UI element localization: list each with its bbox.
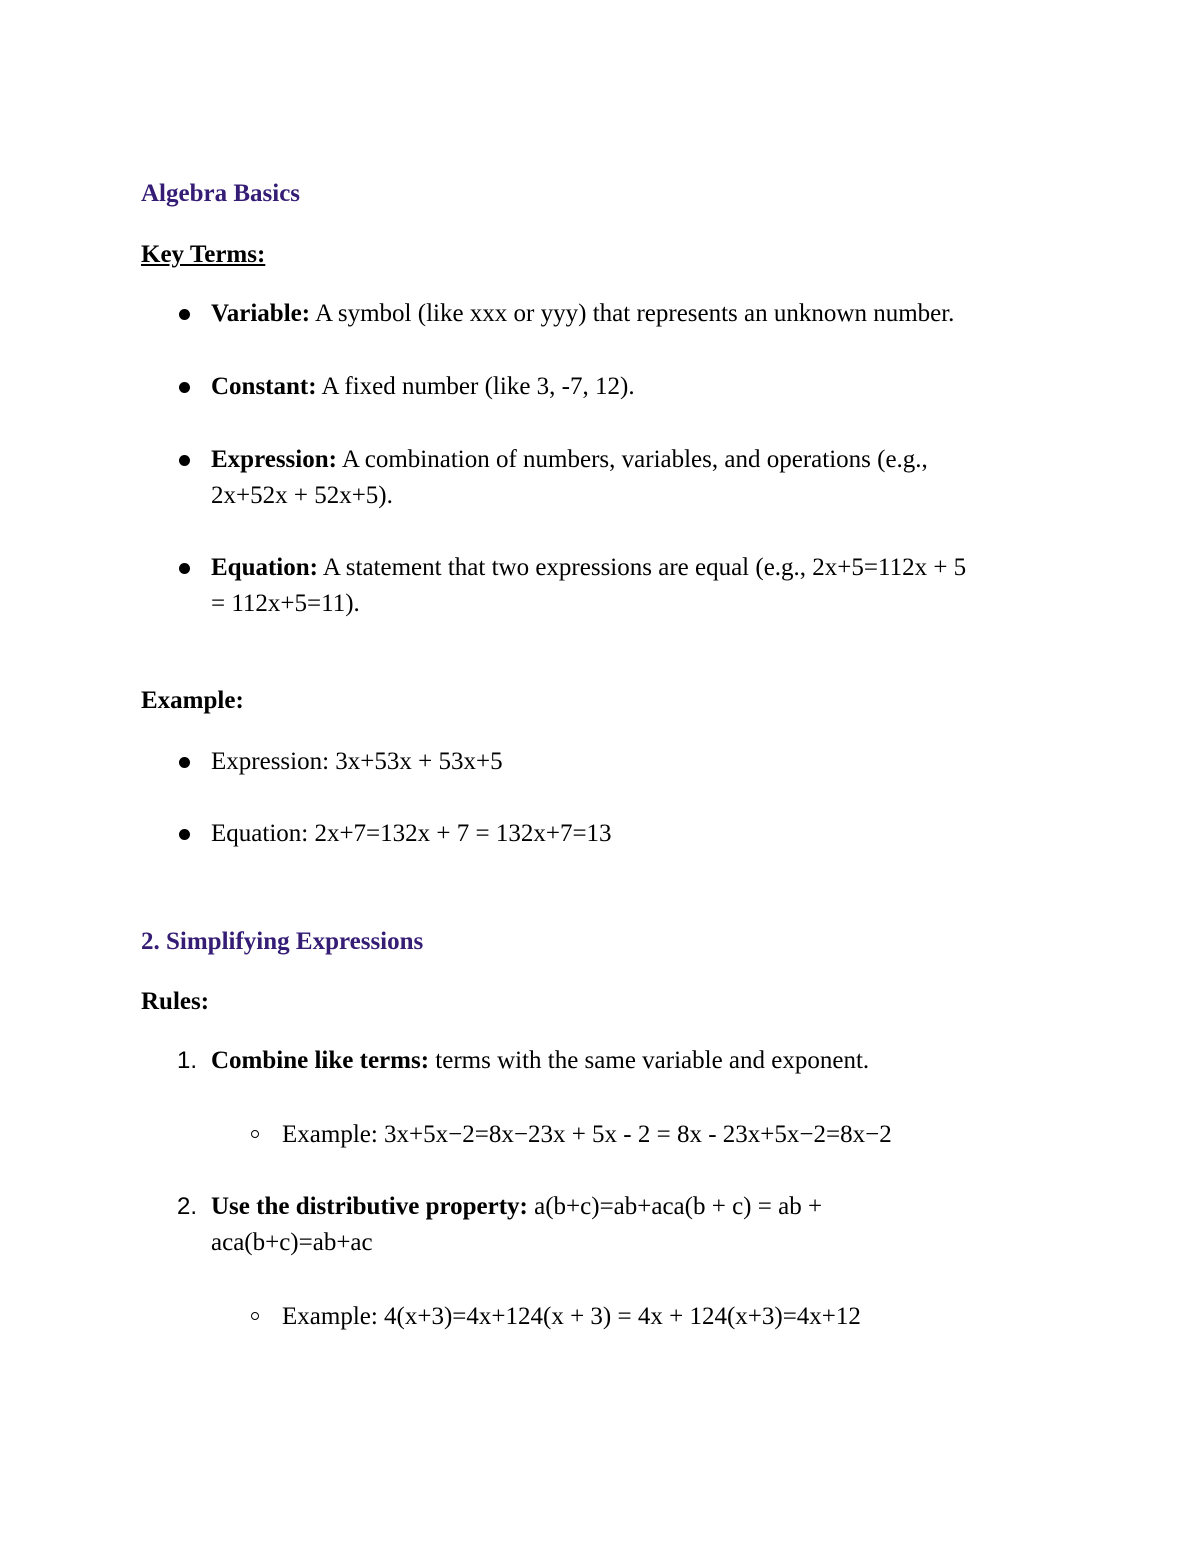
example-heading: Example:	[141, 687, 244, 714]
list-item: Expression: 3x+53x + 53x+5	[211, 748, 503, 775]
bullet-icon	[179, 757, 190, 768]
list-item-continuation: aca(b+c)=ab+ac	[211, 1229, 373, 1256]
bullet-icon	[179, 382, 190, 393]
bullet-icon	[179, 563, 190, 574]
hollow-bullet-icon	[251, 1130, 259, 1138]
page-title: Algebra Basics	[141, 180, 301, 207]
list-item-continuation: 2x+52x + 52x+5).	[211, 482, 393, 509]
rules-heading: Rules:	[141, 988, 210, 1015]
list-item: Constant: A fixed number (like 3, -7, 12).	[211, 373, 635, 400]
section-title: 2. Simplifying Expressions	[141, 928, 424, 955]
bullet-icon	[179, 455, 190, 466]
sub-list-item: Example: 3x+5x−2=8x−23x + 5x - 2 = 8x - 23x+5x−2=8x−2	[282, 1121, 892, 1148]
list-item: Equation: A statement that two expressions are equal (e.g., 2x+5=112x + 5	[211, 554, 967, 581]
bullet-icon	[179, 309, 190, 320]
sub-list-item: Example: 4(x+3)=4x+124(x + 3) = 4x + 124(x+3)=4x+12	[282, 1303, 861, 1330]
list-item: Use the distributive property: a(b+c)=ab+aca(b + c) = ab +	[211, 1193, 823, 1220]
list-item: Expression: A combination of numbers, variables, and operations (e.g.,	[211, 446, 928, 473]
hollow-bullet-icon	[251, 1312, 259, 1320]
key-terms-heading: Key Terms:	[141, 241, 266, 268]
list-item: Equation: 2x+7=132x + 7 = 132x+7=13	[211, 820, 612, 847]
list-item-continuation: = 112x+5=11).	[211, 590, 360, 617]
list-number: 2.	[177, 1193, 198, 1220]
list-number: 1.	[177, 1047, 198, 1074]
bullet-icon	[179, 829, 190, 840]
list-item: Combine like terms: terms with the same variable and exponent.	[211, 1047, 870, 1074]
list-item: Variable: A symbol (like xxx or yyy) that represents an unknown number.	[211, 300, 955, 327]
